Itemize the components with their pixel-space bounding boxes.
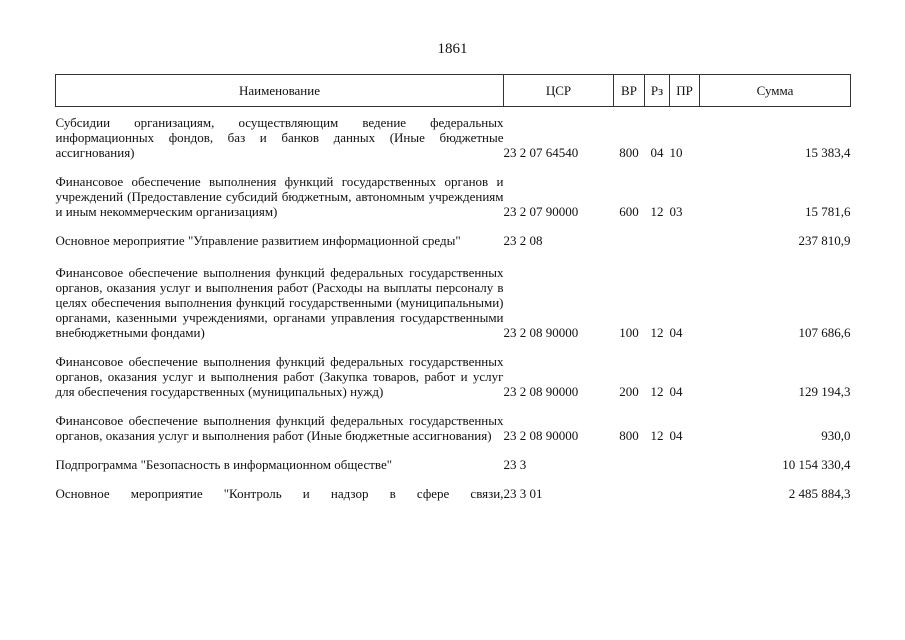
row-sum: 129 194,3 [798, 384, 851, 399]
row-vr [614, 233, 645, 248]
row-name: Основное мероприятие "Управление развитием информационной среды" [55, 233, 461, 248]
row-name: Субсидии организациям, осуществляющим ведение федеральных информационных фондов, баз и банков данных (Иные бюджетные ассигнования) [55, 115, 504, 160]
row-vr [614, 486, 645, 501]
row-pr [670, 233, 700, 248]
table-row [56, 354, 851, 399]
row-sum: 15 781,6 [805, 204, 851, 219]
row-csr: 23 2 07 64540 [503, 145, 579, 160]
row-vr: 100 [619, 325, 639, 340]
row-pr: 04 [669, 428, 683, 443]
header-csr: ЦСР [504, 75, 614, 107]
page-number: 1861 [437, 41, 468, 57]
table-row [56, 413, 851, 443]
row-csr: 23 3 [503, 457, 527, 472]
row-rz [645, 457, 670, 472]
table-header-row [56, 75, 851, 107]
header-name: Наименование [56, 75, 504, 107]
row-csr: 23 2 08 [503, 233, 543, 248]
row-vr: 200 [619, 384, 639, 399]
row-vr: 800 [619, 145, 639, 160]
row-sum: 237 810,9 [798, 233, 851, 248]
row-csr: 23 2 08 90000 [503, 428, 579, 443]
row-sum: 2 485 884,3 [788, 486, 851, 501]
row-csr: 23 2 08 90000 [503, 384, 579, 399]
row-rz [645, 486, 670, 501]
row-pr [670, 457, 700, 472]
row-rz [645, 233, 670, 248]
header-vr: ВР [614, 75, 645, 107]
table-row [56, 115, 851, 160]
row-rz: 12 [650, 325, 664, 340]
table-row [56, 457, 851, 472]
header-pr: ПР [670, 75, 700, 107]
row-pr: 04 [669, 325, 683, 340]
row-name: Подпрограмма "Безопасность в информационном обществе" [55, 457, 393, 472]
row-vr [614, 457, 645, 472]
row-rz: 04 [650, 145, 664, 160]
budget-table [55, 74, 851, 501]
table-row [56, 265, 851, 340]
row-name: Финансовое обеспечение выполнения функций федеральных государственных органов, оказания услуг и выполнения работ (Закупка товаров, работ и услуг для обеспечения государственных (муниципальных) нужд) [55, 354, 504, 399]
row-rz: 12 [650, 428, 664, 443]
row-vr: 800 [619, 428, 639, 443]
row-csr: 23 3 01 [503, 486, 543, 501]
row-pr [670, 486, 700, 501]
row-vr: 600 [619, 204, 639, 219]
row-pr: 10 [669, 145, 683, 160]
row-rz: 12 [650, 204, 664, 219]
header-sum: Сумма [700, 75, 851, 107]
table-row [56, 233, 851, 248]
row-sum: 107 686,6 [798, 325, 851, 340]
row-name: Основное мероприятие "Контроль и надзор в сфере связи, [55, 486, 504, 501]
row-sum: 930,0 [821, 428, 851, 443]
row-pr: 03 [669, 204, 683, 219]
row-sum: 15 383,4 [805, 145, 851, 160]
row-name: Финансовое обеспечение выполнения функций федеральных государственных органов, оказания услуг и выполнения работ (Расходы на выплаты персоналу в целях обеспечения выполнения функций государственными (муниципальными) органами, казенными учреждениями, органами управления государственными внебюджетными фондами) [55, 265, 504, 340]
table-row [56, 486, 851, 501]
table-row [56, 174, 851, 219]
row-csr: 23 2 08 90000 [503, 325, 579, 340]
row-pr: 04 [669, 384, 683, 399]
row-csr: 23 2 07 90000 [503, 204, 579, 219]
header-rz: Рз [645, 75, 670, 107]
row-sum: 10 154 330,4 [782, 457, 851, 472]
row-rz: 12 [650, 384, 664, 399]
row-name: Финансовое обеспечение выполнения функций государственных органов и учреждений (Предоставление субсидий бюджетным, автономным учреждениям и иным некоммерческим организациям) [55, 174, 504, 219]
row-name: Финансовое обеспечение выполнения функций федеральных государственных органов, оказания услуг и выполнения работ (Иные бюджетные ассигнования) [55, 413, 504, 443]
